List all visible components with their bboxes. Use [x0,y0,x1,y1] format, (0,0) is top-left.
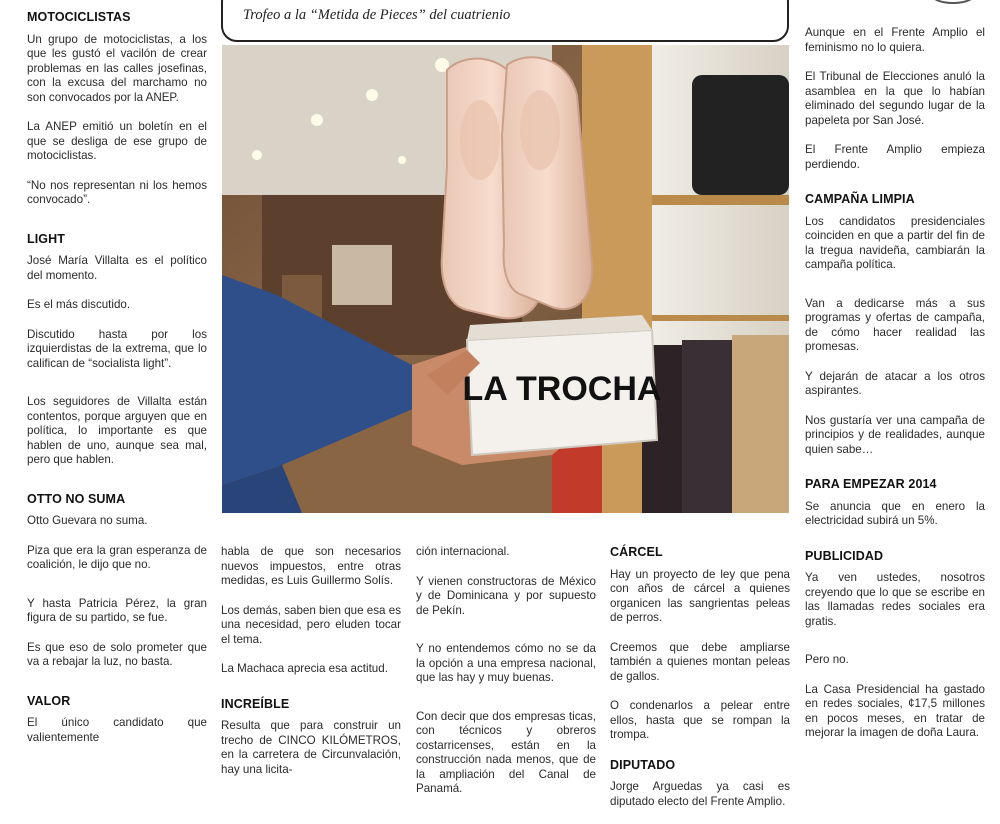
paragraph: Van a dedicarse más a sus programas y ofertas de campaña, de cómo hacer realidad las promesas. [805,296,985,353]
paragraph: Jorge Arguedas ya casi es diputado electo del Frente Amplio. [610,780,790,808]
paragraph: Ya ven ustedes, nosotros creyendo que lo que se escribe en las llamadas redes sociales era gratis. [805,571,985,628]
banner-caption: Trofeo a la “Metida de Pieces” del cuatrienio [243,7,511,23]
headline: VALOR [27,693,71,708]
paragraph: habla de que son necesarios nuevos impuestos, entre otras medidas, es Luis Guillermo Solís. [221,545,401,587]
paragraph: Los seguidores de Villalta están contentos, porque arguyen que en política, lo importante es que hablen de uno, aunque sea mal, pero que hablen. [27,395,207,466]
headline: DIPUTADO [610,757,676,772]
paragraph: Otto Guevara no suma. [27,514,148,527]
paragraph: Es que eso de solo prometer que va a rebajar la luz, no basta. [27,640,207,668]
masthead-badge [930,0,976,4]
column-2 [221,545,401,792]
paragraph: Discutido hasta por los izquierdistas de la extrema, que lo califican de “socialista light”. [27,327,207,370]
headline: CAMPAÑA LIMPIA [805,192,915,206]
headline: INCREÍBLE [221,696,290,711]
paragraph: El Tribunal de Elecciones anuló la asamblea en la que lo habían eliminado del segundo lugar de la papeleta por San José. [805,70,985,127]
headline: PARA EMPEZAR 2014 [805,477,937,491]
paragraph: Es el más discutido. [27,298,131,311]
paragraph: Un grupo de motociclistas, a los que les gustó el vacilón de crear problemas en las calles josefinas, con la excusa del marchamo no son convocados por la ANEP. [27,32,207,104]
headline: MOTOCICLISTAS [27,10,131,24]
headline: PUBLICIDAD [805,548,884,563]
paragraph: El Frente Amplio empieza perdiendo. [805,143,985,171]
paragraph: Pero no. [805,653,849,666]
paragraph: Aunque en el Frente Amplio el feminismo no lo quiera. [805,26,985,54]
paragraph: Creemos que debe ampliarse también a quienes montan peleas de gallos. [610,640,790,683]
paragraph: La Machaca aprecia esa actitud. [221,662,388,675]
paragraph: Nos gustaría ver una campaña de principios y de realidades, aunque quien sabe… [805,413,985,456]
paragraph: Y dejarán de atacar a los otros aspirantes. [805,369,985,397]
headline: LIGHT [27,231,65,246]
photo-banner [221,0,789,42]
central-photo [222,45,789,513]
paragraph: Se anuncia que en enero la electricidad subirá un 5%. [805,499,985,527]
paragraph: Y vienen constructoras de México y de Dominicana y por supuesto de Pekín. [416,574,596,617]
paragraph: La ANEP emitió un boletín en el que se desliga de ese grupo de motociclistas. [27,120,207,162]
paragraph: “No nos representan ni los hemos convocado”. [27,178,207,206]
paragraph: Los candidatos presidenciales coinciden en que a partir del fin de la tregua navideña, cambiarán la campaña política. [805,214,985,271]
headline: CÁRCEL [610,545,663,559]
paragraph: Resulta que para construir un trecho de CINCO KILÓMETROS, en la carretera de Circunvalación, hay una licita- [221,719,401,776]
paragraph: Los demás, saben bien que esa es una necesidad, pero eluden tocar el tema. [221,603,401,646]
headline: OTTO NO SUMA [27,491,126,506]
paragraph: Y no entendemos cómo no se da la opción a una empresa nacional, que las hay y muy buenas. [416,642,596,684]
column-1 [27,10,207,760]
column-4 [610,545,790,824]
paragraph: El único candidato que valientemente [27,716,207,744]
paragraph: Hay un proyecto de ley que pena con años de cárcel a quienes organicen las sangrientas peleas de perros. [610,567,790,624]
paragraph: Con decir que dos empresas ticas, con técnicos y obreros costarricenses, están en la construcción nada menos, que de la ampliación del Canal de Panamá. [416,709,596,795]
paragraph: José María Villalta es el político del momento. [27,254,207,282]
plinth-label: LA TROCHA [462,370,662,408]
column-5 [805,26,985,756]
photo-illustration [222,45,789,513]
paragraph: La Casa Presidencial ha gastado en redes sociales, ¢17,5 millones en pocos meses, en tratar de mejorar la imagen de doña Laura. [805,682,985,739]
paragraph: Y hasta Patricia Pérez, la gran figura de su partido, se fue. [27,596,207,624]
column-3 [416,545,596,812]
paragraph: ción internacional. [416,545,510,558]
paragraph: Piza que era la gran esperanza de coalición, le dijo que no. [27,543,207,571]
paragraph: O condenarlos a pelear entre ellos, hasta que se rompan la trompa. [610,699,790,741]
